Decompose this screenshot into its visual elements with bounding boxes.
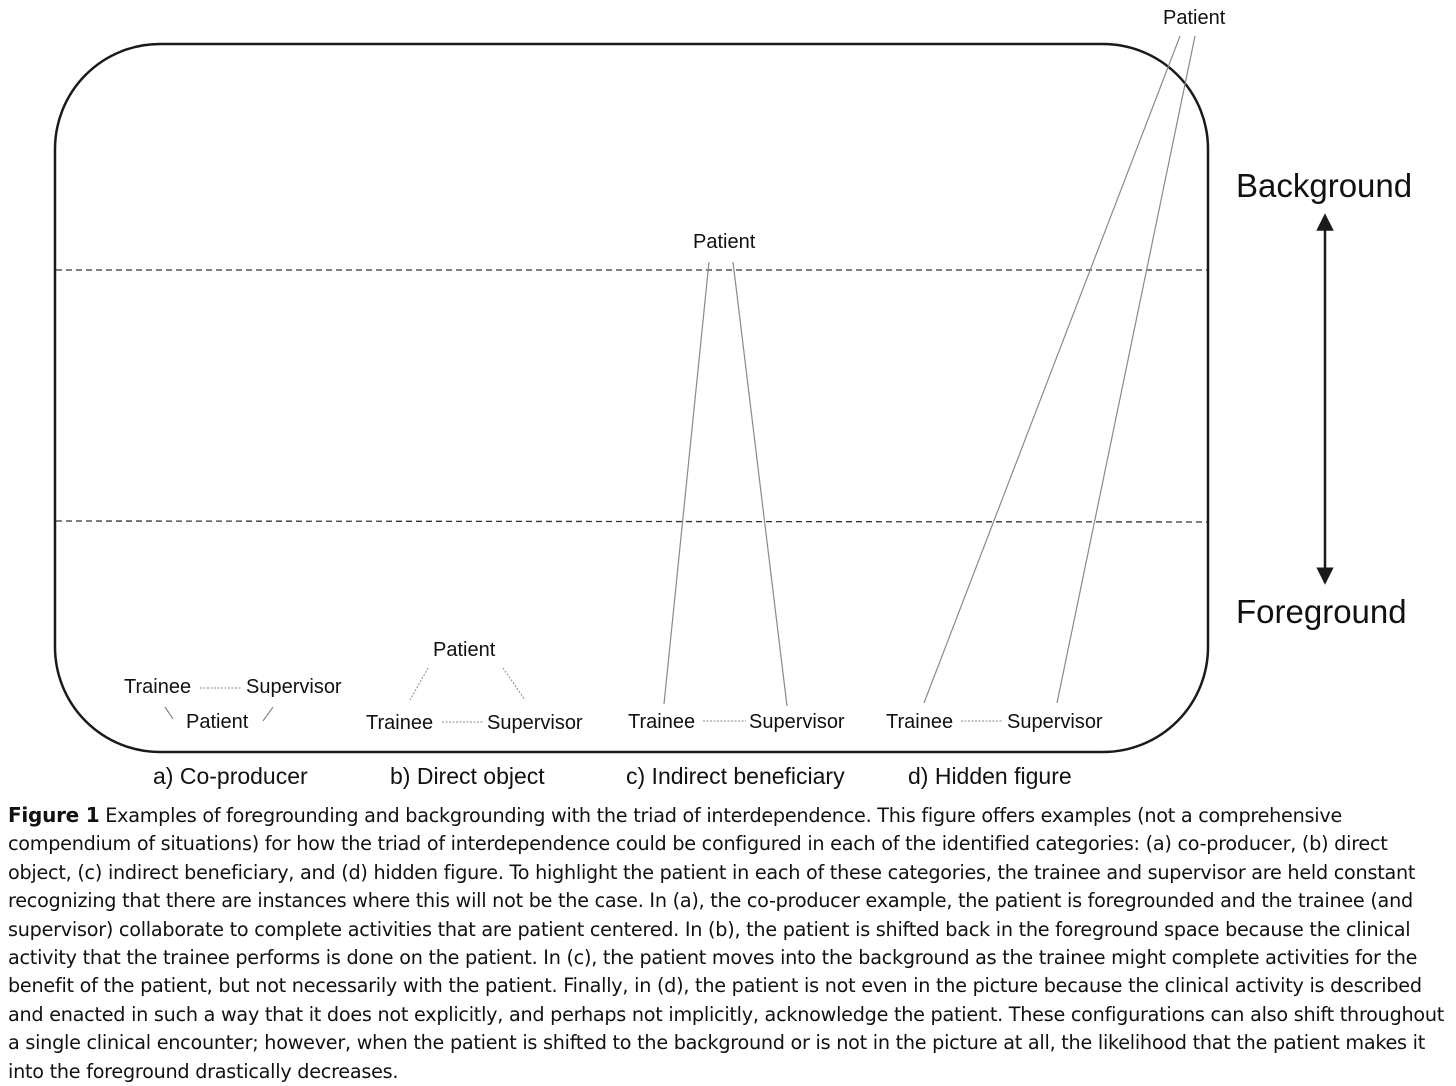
patient-node: Patient: [186, 711, 249, 733]
figure-caption: [8, 801, 1452, 1086]
caption-text: Examples of foregrounding and backgrounding with the triad of interdependence. This figure offers examples (not a comprehensive compendium of situations) for how the triad of interdependence could be configured in each of the identified categories: (a) co-producer, (b) direct object, (c) indirect beneficiary, and (d) hidden figure. To highlight the patient in each of these categories, the trainee and supervisor are held constant recognizing that there are instances where this will not be the case. In (a), the co-producer example, the patient is foregrounded and the trainee (and supervisor) collaborate to complete activities that are patient centered. In (b), the patient is shifted back in the foreground space because the clinical activity that the trainee performs is done on the patient. In (c), the patient moves into the background as the trainee might complete activities for the benefit of the patient, but not necessarily with the patient. Finally, in (d), the patient is not even in the picture because the clinical activity is described and enacted in such a way that it does not explicitly, and perhaps not implicitly, acknowledge the patient. These configurations can also shift throughout a single clinical encounter; however, when the patient is shifted to the background or is not in the picture at all, the likelihood that the patient makes it into the foreground drastically decreases.: [8, 804, 1445, 1083]
category-label: b) Direct object: [390, 763, 545, 789]
panel-indirect-beneficiary: [626, 231, 845, 789]
supervisor-node: Supervisor: [1007, 711, 1103, 733]
supervisor-patient-link: [503, 668, 525, 700]
divider-lower: [56, 521, 1207, 522]
diagram-frame: [55, 44, 1208, 752]
supervisor-patient-link: [263, 707, 273, 721]
trainee-node: Trainee: [124, 676, 192, 698]
patient-node: Patient: [433, 639, 496, 661]
panel-hidden-figure: [886, 7, 1226, 789]
patient-node: Patient: [1163, 7, 1226, 29]
patient-node: Patient: [693, 231, 756, 253]
trainee-patient-link: [924, 36, 1180, 703]
trainee-patient-link: [664, 262, 709, 704]
panel-direct-object: [366, 639, 583, 789]
category-label: d) Hidden figure: [908, 763, 1072, 789]
panel-co-producer: [124, 676, 342, 789]
figure-label: Figure 1: [8, 803, 100, 827]
trainee-patient-link: [410, 668, 428, 700]
trainee-patient-link: [165, 707, 173, 719]
category-label: a) Co-producer: [153, 763, 308, 789]
supervisor-node: Supervisor: [246, 676, 342, 698]
foreground-label: Foreground: [1236, 593, 1407, 630]
supervisor-node: Supervisor: [749, 711, 845, 733]
supervisor-patient-link: [733, 262, 787, 706]
trainee-node: Trainee: [886, 711, 954, 733]
background-label: Background: [1236, 167, 1413, 204]
trainee-node: Trainee: [628, 711, 696, 733]
category-label: c) Indirect beneficiary: [626, 763, 845, 789]
supervisor-patient-link: [1057, 36, 1195, 703]
supervisor-node: Supervisor: [487, 712, 583, 734]
trainee-node: Trainee: [366, 712, 434, 734]
